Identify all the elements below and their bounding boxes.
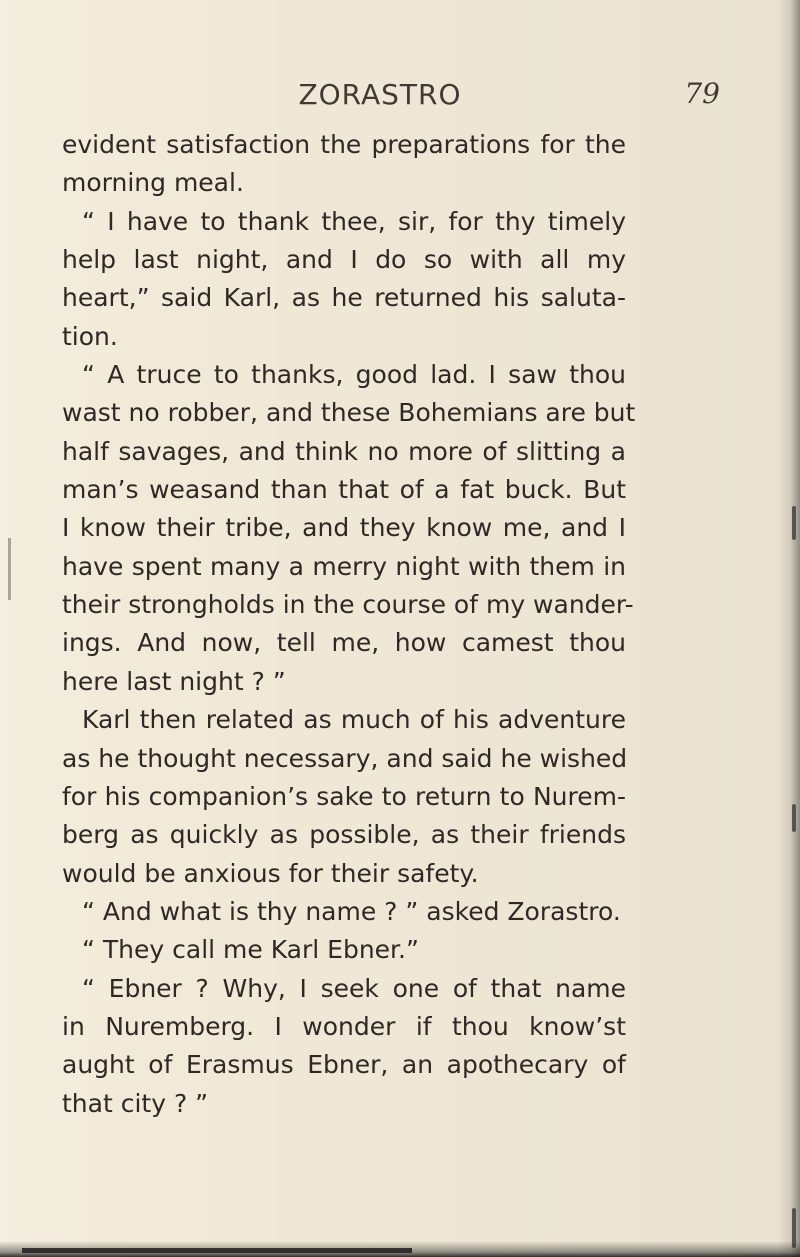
text-line: tion. bbox=[62, 321, 118, 351]
text-line: in Nuremberg. I wonder if thou know’st bbox=[62, 1011, 626, 1041]
page-number: 79 bbox=[684, 77, 720, 110]
body-text bbox=[62, 126, 636, 1123]
text-line: “ Ebner ? Why, I seek one of that name bbox=[82, 973, 626, 1003]
left-margin-mark bbox=[8, 538, 11, 600]
text-line: as he thought necessary, and said he wished bbox=[62, 743, 628, 773]
text-line: ings. And now, tell me, how camest thou bbox=[62, 628, 626, 658]
right-edge-mark bbox=[792, 506, 796, 540]
text-line: morning meal. bbox=[62, 168, 244, 198]
text-line: would be anxious for their safety. bbox=[62, 858, 479, 888]
text-line: “ A truce to thanks, good lad. I saw thou bbox=[82, 360, 626, 390]
text-line: evident satisfaction the preparations for the bbox=[62, 130, 626, 159]
page-edge-shadow bbox=[778, 0, 800, 1257]
text-line: for his companion’s sake to return to Nurem- bbox=[62, 781, 626, 811]
text-line: their strongholds in the course of my wander- bbox=[62, 590, 634, 620]
text-line: have spent many a merry night with them in bbox=[62, 551, 626, 581]
text-line: man’s weasand than that of a fat buck. But bbox=[62, 475, 626, 505]
text-line: that city ? ” bbox=[62, 1088, 209, 1118]
running-title: ZORASTRO bbox=[298, 78, 462, 111]
text-line: half savages, and think no more of slitting a bbox=[62, 436, 626, 466]
text-line: aught of Erasmus Ebner, an apothecary of bbox=[62, 1050, 626, 1080]
text-line: heart,” said Karl, as he returned his saluta- bbox=[62, 283, 626, 313]
text-line: wast no robber, and these Bohemians are but bbox=[62, 398, 636, 428]
bottom-dark-edge bbox=[22, 1248, 412, 1253]
text-line: berg as quickly as possible, as their friends bbox=[62, 820, 626, 850]
right-edge-mark bbox=[792, 804, 796, 832]
text-line: “ And what is thy name ? ” asked Zorastro. bbox=[82, 896, 621, 926]
running-header bbox=[70, 78, 720, 114]
text-line: Karl then related as much of his adventure bbox=[82, 705, 626, 735]
text-line: help last night, and I do so with all my bbox=[62, 245, 626, 275]
text-line: “ They call me Karl Ebner.” bbox=[82, 935, 419, 965]
text-line: I know their tribe, and they know me, and I bbox=[62, 513, 626, 543]
text-line: “ I have to thank thee, sir, for thy timely bbox=[82, 206, 626, 236]
text-line: here last night ? ” bbox=[62, 666, 286, 696]
